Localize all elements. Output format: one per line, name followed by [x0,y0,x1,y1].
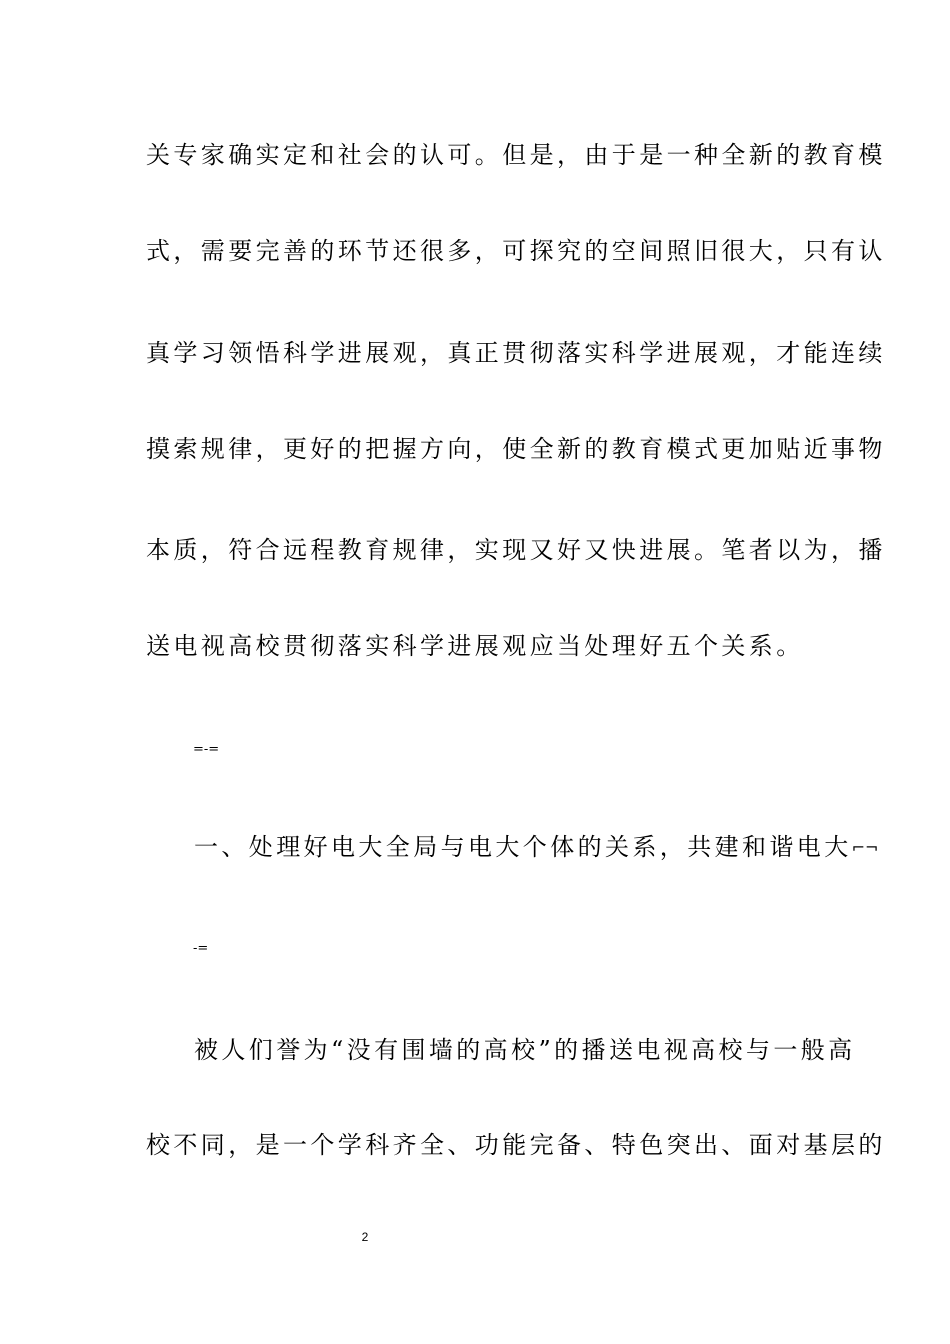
paragraph-line: 关专家确实定和社会的认可。但是，由于是一种全新的教育模 [146,141,886,169]
section-heading [194,832,879,863]
paragraph-line: 摸索规律，更好的把握方向，使全新的教育模式更加贴近事物 [146,435,886,463]
paragraph-line: 真学习领悟科学进展观，真正贯彻落实科学进展观，才能连续 [146,339,886,367]
section-heading-text: 一、处理好电大全局与电大个体的关系，共建和谐电大 [194,833,852,861]
heading-mark: ⌐¬ [851,838,879,857]
separator-marker: -= [193,941,209,956]
paragraph-line: 送电视高校贯彻落实科学进展观应当处理好五个关系。 [146,632,804,660]
paragraph-line: 式，需要完善的环节还很多，可探究的空间照旧很大，只有认 [146,237,886,265]
separator-marker: =-= [193,742,220,757]
paragraph-line: 校不同，是一个学科齐全、功能完备、特色突出、面对基层的 [146,1131,886,1159]
paragraph-line: 本质，符合远程教育规律，实现又好又快进展。笔者以为，播 [146,536,886,564]
page-number: 2 [361,1230,369,1244]
paragraph-line: 被人们誉为“没有围墙的高校”的播送电视高校与一般高 [194,1036,856,1064]
